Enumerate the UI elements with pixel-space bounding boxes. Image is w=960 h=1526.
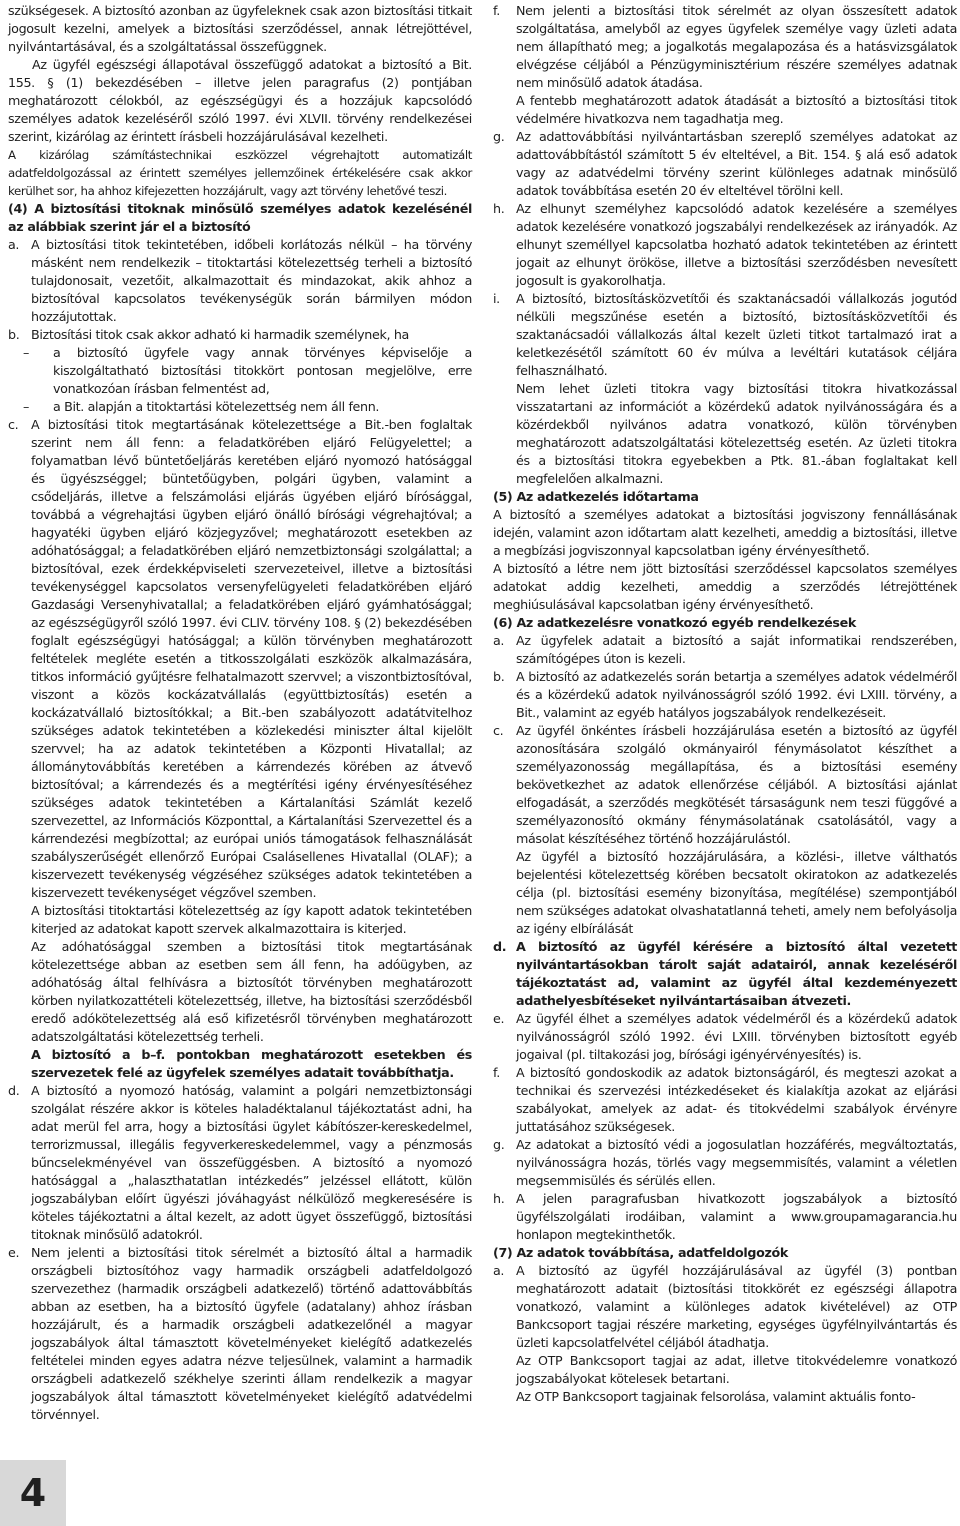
list-item-text: A biztosító az ügyfél kérésére a biztosító által vezetett nyilvántartásokban tárolt saját adatairól, annak kezeléséről tájékoztatást ad, valamint az ügyfél által kezdeményezett adathelyesbítéseket nyilvántartásaiban átvezeti.	[516, 939, 957, 1008]
dash-item-text: a biztosító ügyfele vagy annak törvényes képviselője a kiszolgáltatható biztosítási titokkört pontosan megjelölve, erre vonatkozóan írásban felmentést ad,	[53, 345, 472, 396]
section-5-paragraph-2: A biztosító a létre nem jött biztosítási szerződéssel kapcsolatos személyes adatokat addig kezelheti, ameddig a szerződés létrejöttének meghiúsulásával kapcsolatban igény érvényesíthető.	[493, 561, 957, 612]
section-6-item-f	[493, 1064, 957, 1136]
list-item-h	[493, 200, 957, 290]
section-7-heading: (7) Az adatok továbbítása, adatfeldolgozók	[493, 1245, 788, 1260]
section-6-item-h	[493, 1190, 957, 1244]
list-marker: c.	[8, 417, 19, 432]
section-6-item-b	[493, 668, 957, 722]
list-marker: h.	[493, 1191, 505, 1206]
list-marker: e.	[8, 1245, 20, 1260]
list-item-text: Az ügyfél önkéntes írásbeli hozzájárulása esetén a biztosító az ügyfél azonosítására szolgáló okmányairól fénymásolatot készíthet a személyazonosság megállapítása, és a biztosítási esemény bekövetkezhet az adatok ellenőrzése céljából. A biztosítási ajánlat elfogadását, a szerződés megkötését társaságunk nem teszi függővé a személyazonosító okmány fénymásolatának csatolásától, vagy a másolat készítéséhez történő hozzájárulástól.	[516, 723, 957, 846]
automated-processing-paragraph: A kizárólag számítástechnikai eszközzel végrehajtott automatizált adatfeldolgozással az érintett személyes jellemzőinek értékelésére csak akkor kerülhet sor, ha ahhoz kifejezetten hozzájárult, vagy azt törvény lehetővé teszi.	[8, 148, 472, 198]
list-item-text: Nem jelenti a biztosítási titok sérelmét az olyan összesített adatok szolgáltatása, amelyből az egyes ügyfelek személye vagy üzleti adata nem állapítható meg; a jogalkotás megalapozása és a hatásvizsgálatok elvégzése céljából a Pénzügyminisztérium részére személyes adatnak nem minősülő adatok átadása.	[516, 3, 957, 90]
list-item-c-paragraph-2: A biztosítási titoktartási kötelezettség az így kapott adatok tekintetében kiterjed az adatokat kapott szervek alkalmazottaira is kiterjed.	[31, 903, 472, 936]
list-item-text: A biztosító a nyomozó hatóság, valamint a polgári nemzetbiztonsági szolgálat részére akkor is köteles haladéktalanul tájékoztatást adni, ha adat merül fel arra, hogy a biztosítási ügylet kábítószer-kereskedelmel, terrorizmussal, illegális fegyverkereskedelemmel, vagy a pénzmosás bűncselekményével van összefüggésben. A biztosító a nyomozó hatósággal a „halaszthatatlan intézkedés” jelzéssel ellátott, külön jogszabályban előírt ügyészi jóváhagyást nélkülöző megkeresésére is köteles tájékoztatni a által kezelt, az adott ügyet összefüggő, biztosítási titoknak minősülő adatokról.	[31, 1083, 472, 1242]
list-marker: f.	[493, 1065, 500, 1080]
list-item-a	[8, 236, 472, 326]
section-4-heading: (4) A biztosítási titoknak minősülő személyes adatok kezelésénél az alábbiak szerint jár el a biztosító	[8, 201, 472, 234]
list-marker: i.	[493, 291, 500, 306]
section-6-item-e	[493, 1010, 957, 1064]
list-item-text: Az ügyfelek adatait a biztosító a saját informatikai rendszerében, számítógépes úton is kezeli.	[516, 633, 957, 666]
section-7-item-a-paragraph-3: Az OTP Bankcsoport tagjainak felsorolása, valamint aktuális fonto-	[516, 1389, 916, 1404]
list-item-text: A biztosító az ügyfél hozzájárulásával az ügyfél (3) pontban meghatározott adatait (biztosítási titokkörét ez egészségi állapotra vonatkozó, valamint a különleges adatok kivételével) az OTP Bankcsoport tagjai részére marketing, egységes ügyfélnyilvántartás és üzleti kapcsolatfelvétel céljából átadhatja.	[516, 1263, 957, 1350]
list-item-text: A jelen paragrafusban hivatkozott jogszabályok a biztosító ügyfélszolgálati irodáiban, valamint a www.groupamagarancia.hu honlapon megtekinthetők.	[516, 1191, 957, 1242]
left-column	[8, 2, 472, 1424]
list-item-g	[493, 128, 957, 200]
list-item-f-paragraph-2: A fentebb meghatározott adatok átadását a biztosító a biztosítási titok védelmére hivatkozva nem tagadhatja meg.	[516, 93, 957, 126]
dash-marker: –	[23, 345, 29, 360]
section-6-item-a	[493, 632, 957, 668]
page-number-badge: 4	[0, 1460, 66, 1526]
dash-item	[8, 344, 472, 398]
list-item-c-bold-note: A biztosító a b–f. pontokban meghatározott esetekben és szervezetek felé az ügyfelek személyes adatait továbbíthatja.	[31, 1047, 472, 1080]
list-item-i	[493, 290, 957, 380]
list-item-text: A biztosító gondoskodik az adatok biztonságáról, és megteszi azokat a technikai és szervezési intézkedéseket és kialakítja azokat az eljárási szabályokat, amelyek az adat- és titokvédelmi szabályok érvényre juttatásához szükségesek.	[516, 1065, 957, 1134]
list-item-c	[8, 416, 472, 902]
list-marker: g.	[493, 129, 505, 144]
list-marker: a.	[493, 633, 505, 648]
list-item-c-paragraph-3: Az adóhatósággal szemben a biztosítási titok megtartásának kötelezettsége abban az esetben sem áll fenn, ha adóügyben, az adóhatóság által felhívásra a biztosítót törvényben meghatározott körben nyilatkozattételi kötelezettség, illetve, ha biztosítási szerződésből eredő adókötelezettség alá eső kifizetésről törvényben meghatározott adatszolgáltatási kötelezettség terheli.	[31, 939, 472, 1044]
intro-paragraph: szükségesek. A biztosító azonban az ügyfeleknek csak azon biztosítási titkait jogosult kezelni, amelyek a biztosítási szerződéssel, annak létrejöttével, nyilvántartásával, és a szolgáltatással összefüggnek.	[8, 3, 472, 54]
list-marker: g.	[493, 1137, 505, 1152]
section-6-item-g	[493, 1136, 957, 1190]
health-data-paragraph: Az ügyfél egészségi állapotával összefüggő adatokat a biztosító a Bit. 155. § (1) bekezdésében – illetve jelen paragrafus (2) pontjában meghatározott célokból, az egészségügyi és a hozzájuk kapcsolódó személyes adatok kezeléséről szóló 1997. évi XLVII. törvény rendelkezései szerint, kizárólag az érintett írásbeli hozzájárulásával kezelheti.	[8, 57, 472, 144]
list-item-text: A biztosítási titok megtartásának kötelezettsége a Bit.-ben foglaltak szerint nem áll fenn: a feladatkörében eljáró Felügyelettel; a folyamatban lévő büntetőeljárás keretében eljáró nyomozó hatósággal és ügyészséggel; büntetőügyben, polgári ügyben, valamint a csődeljárás, illetve a felszámolási eljárás ügyében eljáró bírósággal, továbbá a végrehajtási ügyben eljáró önálló bírósági végrehajtóval; a hagyatéki ügyben eljáró közjegyzővel; meghatározott esetekben az adóhatósággal; a feladatkörében eljáró nemzetbiztonsági szolgálattal; a biztosítóval, ezek érdekképviseleti szervezeteivel, illetve a biztosítási tevékenységgel kapcsolatos versenyfelügyeleti feladatkörében eljáró Gazdasági Versenyhivatallal; a feladatkörében eljáró gyámhatósággal; az egészségügyről szóló 1997. évi CLIV. törvény 108. § (2) bekezdésében foglalt egészségügyi hatósággal; a külön törvényben meghatározott feltételek megléte esetén a titkosszolgálati eszközök alkalmazására, titkos információ gyűjtésre felhatalmazott szervvel; a viszontbiztosítóval, viszont a közös kockázatvállalás (együttbiztosítás) esetén a kockázatvállaló biztosítókkal; a Bit.-ben szabályozott adatátvitelhoz szükséges adatok tekintetében a közlekedési miniszter által kijelölt szervvel; ha az adatok tekintetében a Központi Hivatallal; az állománytovábbítás keretében a kárrendezés körében az átvevő biztosítóval; a kárrendezés és a megtérítési igény érvényesítéséhez szükséges adatok tekintetében a Kártalanítási Számlát kezelő szervezettel, az Információs Központtal, a Kártalanítási Szervezettel és a kárrendezési megbízottal; az európai uniós támogatások felhasználását szabályszerűségét ellenőrző Európai Csalásellenes Hivatallal (OLAF); a kiszervezett tevékenység végzéséhez szükséges adatok tekintetében a kiszervezett tevékenységet végzővel szemben.	[31, 417, 472, 900]
section-6-heading: (6) Az adatkezelésre vonatkozó egyéb rendelkezések	[493, 615, 856, 630]
section-6-item-c	[493, 722, 957, 848]
list-marker: b.	[8, 327, 20, 342]
dash-item	[8, 398, 472, 416]
list-marker: a.	[493, 1263, 505, 1278]
list-item-d	[8, 1082, 472, 1244]
list-item-text: Biztosítási titok csak akkor adható ki harmadik személynek, ha	[31, 327, 409, 342]
dash-item-text: a Bit. alapján a titoktartási kötelezettség nem áll fenn.	[53, 399, 380, 414]
section-5-heading: (5) Az adatkezelés időtartama	[493, 489, 699, 504]
section-7-item-a	[493, 1262, 957, 1352]
section-6-item-d	[493, 938, 957, 1010]
list-marker: c.	[493, 723, 504, 738]
list-item-text: A biztosító az adatkezelés során betartja a személyes adatok védelméről és a közérdekű adatok nyilvánosságról szóló 1992. évi LXIII. törvény, a Bit., valamint az egyéb hatályos jogszabályok rendelkezéseit.	[516, 669, 957, 720]
list-item-text: Az elhunyt személyhez kapcsolódó adatok kezelésére a személyes adatok kezelésére vonatkozó jogszabályi rendelkezések az irányadók. Az elhunyt személlyel kapcsolatba hozható adatok tekintetében az érintett jogait az elhunyt örököse, illetve a biztosítási szerződésben nevesített jogosult is gyakorolhatja.	[516, 201, 957, 288]
dash-marker: –	[23, 399, 29, 414]
list-item-text: Az adatokat a biztosító védi a jogosulatlan hozzáférés, megváltoztatás, nyilvánosságra hozás, törlés vagy megsemmisítés, valamint a véletlen megsemmisülés és sérülés ellen.	[516, 1137, 957, 1188]
list-marker: a.	[8, 237, 20, 252]
section-5-paragraph-1: A biztosító a személyes adatokat a biztosítási jogviszony fennállásának idején, valamint azon időtartam alatt kezelheti, ameddig a biztosítási, illetve a megbízási jogviszonnyal kapcsolatban igény érvényesíthető.	[493, 507, 957, 558]
list-item-text: A biztosító, biztosításközvetítői és szaktanácsadói vállalkozás jogutód nélküli megszűnése esetén a biztosító, biztosításközvetítői és szaktanácsadói vállalkozás által kezelt üzleti titkot tartalmazó irat a keletkezésétől számított 60 év múlva a levéltári kutatások céljára felhasználható.	[516, 291, 957, 378]
list-marker: h.	[493, 201, 505, 216]
list-item-b	[8, 326, 472, 344]
list-marker: f.	[493, 3, 500, 18]
list-item-f	[493, 2, 957, 92]
list-marker: b.	[493, 669, 505, 684]
section-6-item-c-paragraph-2: Az ügyfél a biztosító hozzájárulására, a közlési-, illetve válthatós bejelentési kötelezettség körében becsatolt okiratokon az adatkezelés célja (pl. biztosítási esemény bizonyítása, megítélése) szempontjából nem szükséges adatokat olvashatatlanná teheti, amely nem befolyásolja az igény elbírálását	[516, 849, 957, 936]
section-7-item-a-paragraph-2: Az OTP Bankcsoport tagjai az adat, illetve titokvédelemre vonatkozó jogszabályokat kötelesek betartani.	[516, 1353, 957, 1386]
list-item-text: A biztosítási titok tekintetében, időbeli korlátozás nélkül – ha törvény másként nem rendelkezik – titoktartási kötelezettség terheli a biztosító tulajdonosait, vezetőit, alkalmazottait és mindazokat, akik ahhoz a biztosítóval kapcsolatos tevékenységük során bármilyen módon hozzájutottak.	[31, 237, 472, 324]
list-item-text: Nem jelenti a biztosítási titok sérelmét a biztosító által a harmadik országbeli biztosítóhoz vagy harmadik országbeli adatfeldolgozó szervezethez (harmadik országbeli adatkezelő) történő adattovábbítás abban az esetben, ha a biztosító ügyfele (adatalany) ahhoz írásban hozzájárult, és a harmadik országbeli adatkezelőnél a magyar jogszabályok által támasztott követelményeket kielégítő adatkezelés feltételei minden egyes adatra nézve teljesülnek, valamint a harmadik országbeli adatkezelő székhelye szerinti állam rendelkezik a magyar jogszabályok által támasztott követelményeket kielégítő adatvédelmi törvénnyel.	[31, 1245, 472, 1422]
list-item-e	[8, 1244, 472, 1424]
right-column	[493, 2, 957, 1406]
list-item-text: Az adattovábbítási nyilvántartásban szereplő személyes adatokat az adattovábbítástól számított 5 év elteltével, a Bit. 154. § alá eső adatok vagy az adatvédelmi törvény szerint különleges adatnak minősülő adatok továbbítása esetén 20 év elteltével törölni kell.	[516, 129, 957, 198]
list-marker: e.	[493, 1011, 505, 1026]
list-marker: d.	[493, 939, 507, 954]
list-item-text: Az ügyfél élhet a személyes adatok védelméről és a közérdekű adatok nyilvánosságról szóló 1992. évi LXIII. törvényben biztosított egyéb jogaival (pl. tiltakozási jog, bírósági igényérvényesítés) is.	[516, 1011, 957, 1062]
list-marker: d.	[8, 1083, 20, 1098]
list-item-i-paragraph-2: Nem lehet üzleti titokra vagy biztosítási titokra hivatkozással visszatartani az információt a közérdekű adatok nyilvánosságára és a közérdekből nyilvános adatra vonatkozó, külön törvényben meghatározott adatszolgáltatási kötelezettség esetén. Az üzleti titokra és a biztosítási titokra egyebekben a Ptk. 81.-ában foglaltakat kell megfelelően alkalmazni.	[516, 381, 957, 486]
